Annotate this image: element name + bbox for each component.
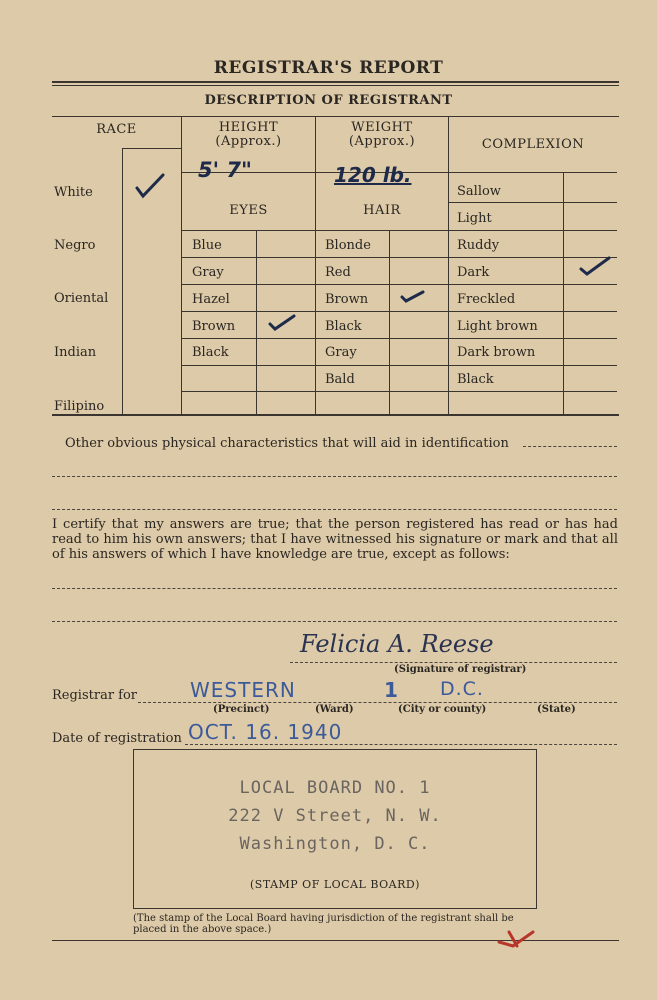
certification-text: I certify that my answers are true; that the person registered has read or has had read to him his own answers; that I have witnessed his signature or mark and that all of his answers of which I have knowledge are true, except as follows:: [52, 517, 618, 562]
row-rule-1: [182, 230, 617, 231]
eyes-header: EYES: [229, 203, 268, 218]
height-col-divider: [315, 116, 316, 414]
stamp-line-3: Washington, D. C.: [239, 834, 431, 854]
height-header-label: HEIGHT: [218, 120, 279, 135]
eyes-blue: Blue: [192, 238, 222, 253]
row-rule-3: [182, 284, 617, 285]
red-mark-icon: [495, 926, 537, 950]
race-white-check-icon: [134, 172, 166, 200]
title-rule: [52, 81, 619, 83]
race-sub-rule: [122, 148, 181, 149]
complexion-light: Light: [457, 211, 492, 226]
city-caption: (City or county): [398, 704, 487, 715]
signature-caption: (Signature of registrar): [394, 664, 527, 675]
weight-header-sub: (Approx.): [348, 134, 416, 149]
hair-brown: Brown: [325, 292, 369, 307]
hair-header: HAIR: [363, 203, 401, 218]
date-label: Date of registration: [52, 731, 182, 746]
complexion-rule-1: [449, 202, 617, 203]
race-indian: Indian: [54, 345, 97, 360]
race-oriental: Oriental: [54, 291, 109, 306]
stamp-line-2: 222 V Street, N. W.: [228, 806, 442, 826]
registrar-for-line: [138, 702, 617, 703]
complexion-check-divider: [563, 172, 564, 414]
hair-bald: Bald: [325, 372, 355, 387]
row-rule-6: [182, 365, 617, 366]
other-line-2: [52, 509, 617, 510]
ward-caption: (Ward): [315, 704, 354, 715]
race-check-divider: [122, 148, 123, 414]
race-col-divider: [181, 116, 182, 414]
date-value: OCT. 16. 1940: [188, 720, 343, 744]
report-title: REGISTRAR'S REPORT: [213, 58, 444, 78]
row-rule-2: [182, 257, 617, 258]
signature-line: [290, 662, 617, 663]
height-header-sub: (Approx.): [215, 134, 282, 149]
stamp-line-1: LOCAL BOARD NO. 1: [239, 778, 431, 798]
except-line-2: [52, 621, 617, 622]
other-characteristics-label: Other obvious physical characteristics that will aid in identification: [65, 436, 509, 451]
complexion-freckled: Freckled: [457, 292, 516, 307]
eyes-gray: Gray: [192, 265, 224, 280]
hair-blonde: Blonde: [325, 238, 371, 253]
stamp-box: [133, 749, 537, 909]
row-rule-5: [182, 338, 617, 339]
row-rule-4: [182, 311, 617, 312]
city-value: D.C.: [440, 678, 484, 700]
complexion-dark-brown: Dark brown: [457, 345, 536, 360]
weight-header-label: WEIGHT: [351, 120, 413, 135]
race-header: RACE: [96, 122, 137, 137]
hair-brown-check-icon: [399, 288, 427, 304]
section-title: DESCRIPTION OF REGISTRANT: [204, 93, 453, 108]
complexion-sallow: Sallow: [457, 184, 501, 199]
eyes-brown: Brown: [192, 319, 236, 334]
height-value: 5' 7": [198, 158, 252, 182]
state-caption: (State): [537, 704, 576, 715]
weight-col-divider: [448, 116, 449, 414]
hair-gray: Gray: [325, 345, 357, 360]
precinct-value: WESTERN: [190, 678, 296, 702]
precinct-caption: (Precinct): [213, 704, 270, 715]
complexion-dark: Dark: [457, 265, 490, 280]
complexion-header: COMPLEXION: [481, 137, 585, 152]
weight-header: [316, 121, 448, 149]
date-line: [185, 744, 617, 745]
race-negro: Negro: [54, 238, 96, 253]
complexion-light-brown: Light brown: [457, 319, 538, 334]
race-white: White: [54, 185, 93, 200]
ward-value: 1: [384, 678, 399, 702]
title-rule-2: [52, 85, 619, 86]
complexion-ruddy: Ruddy: [457, 238, 500, 253]
except-line-1: [52, 588, 617, 589]
complexion-rule-0: [449, 172, 617, 173]
complexion-black: Black: [457, 372, 494, 387]
registrar-for-label: Registrar for: [52, 688, 138, 703]
eyes-hazel: Hazel: [192, 292, 230, 307]
other-line-0: [523, 446, 617, 447]
footnote: (The stamp of the Local Board having jurisdiction of the registrant shall be placed in the above space.): [133, 913, 514, 935]
complexion-dark-check-icon: [578, 255, 612, 277]
height-header: [182, 121, 315, 149]
eyes-brown-check-icon: [267, 312, 297, 332]
table-bottom-rule: [52, 414, 619, 416]
other-line-1: [52, 476, 617, 477]
hair-red: Red: [325, 265, 351, 280]
hair-black: Black: [325, 319, 362, 334]
race-filipino: Filipino: [54, 399, 105, 414]
row-rule-7: [182, 391, 617, 392]
eyes-black: Black: [192, 345, 229, 360]
stamp-caption: (STAMP OF LOCAL BOARD): [250, 878, 420, 891]
registrar-signature: Felicia A. Reese: [300, 630, 494, 658]
weight-value: 120 lb.: [334, 163, 412, 187]
table-top-rule: [52, 116, 619, 117]
